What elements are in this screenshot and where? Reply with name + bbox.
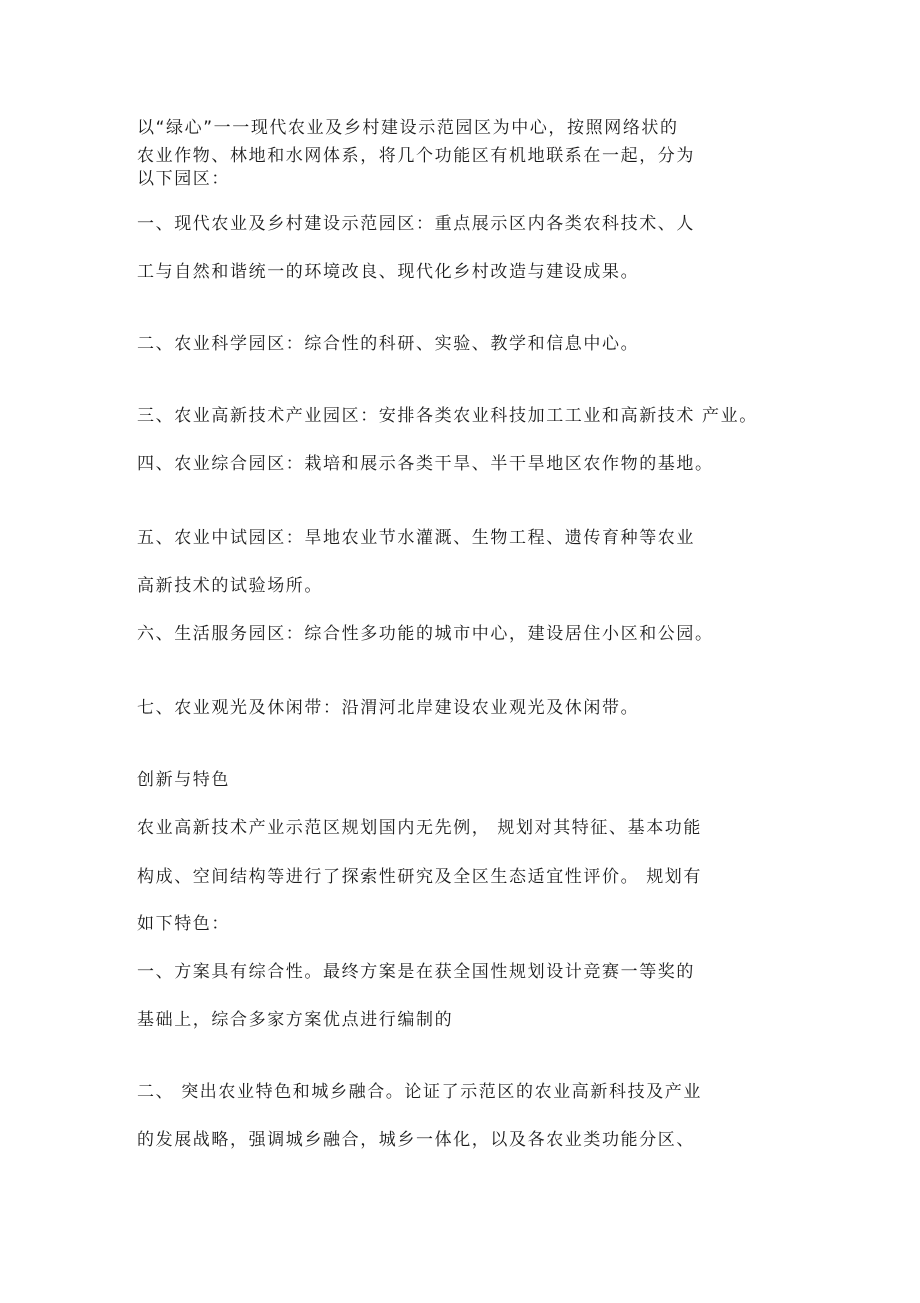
text-line: 五、农业中试园区：旱地农业节水灌溉、生物工程、遗传育种等农业 [137,528,695,548]
text-line: 一、方案具有综合性。最终方案是在获全国性规划设计竞赛一等奖的 [137,962,695,982]
text-line: 六、生活服务园区：综合性多功能的城市中心，建设居住小区和公园。 [137,624,714,644]
text-line: 一、现代农业及乡村建设示范园区：重点展示区内各类农科技术、人 [137,214,695,234]
text-line: 的发展战略，强调城乡融合，城乡一体化，以及各农业类功能分区、 [137,1130,695,1150]
text-line: 如下特色： [137,914,230,934]
text-line: 二、 突出农业特色和城乡融合。论证了示范区的农业高新科技及产业 [137,1082,703,1102]
text-line: 工与自然和谐统一的环境改良、现代化乡村改造与建设成果。 [137,262,640,282]
section-heading: 创新与特色 [137,770,230,790]
text-line: 四、农业综合园区：栽培和展示各类干旱、半干旱地区农作物的基地。 [137,454,714,474]
text-line: 构成、空间结构等进行了探索性研究及全区生态适宜性评价。 规划有 [137,867,703,887]
text-line: 二、农业科学园区：综合性的科研、实验、教学和信息中心。 [137,334,640,354]
text-line: 基础上，综合多家方案优点进行编制的 [137,1010,454,1030]
text-line: 农业作物、林地和水网体系，将几个功能区有机地联系在一起，分为 [137,146,695,166]
text-line: 以下园区： [137,169,230,189]
text-line: 高新技术的试验场所。 [137,576,323,596]
text-line: 三、农业高新技术产业园区：安排各类农业科技加工工业和高新技术 产业。 [137,406,758,426]
text-line: 农业高新技术产业示范区规划国内无先例， 规划对其特征、基本功能 [137,818,703,838]
text-line: 七、农业观光及休闲带：沿渭河北岸建设农业观光及休闲带。 [137,698,640,718]
text-line: 以“绿心”一一现代农业及乡村建设示范园区为中心，按照网络状的 [137,118,679,138]
